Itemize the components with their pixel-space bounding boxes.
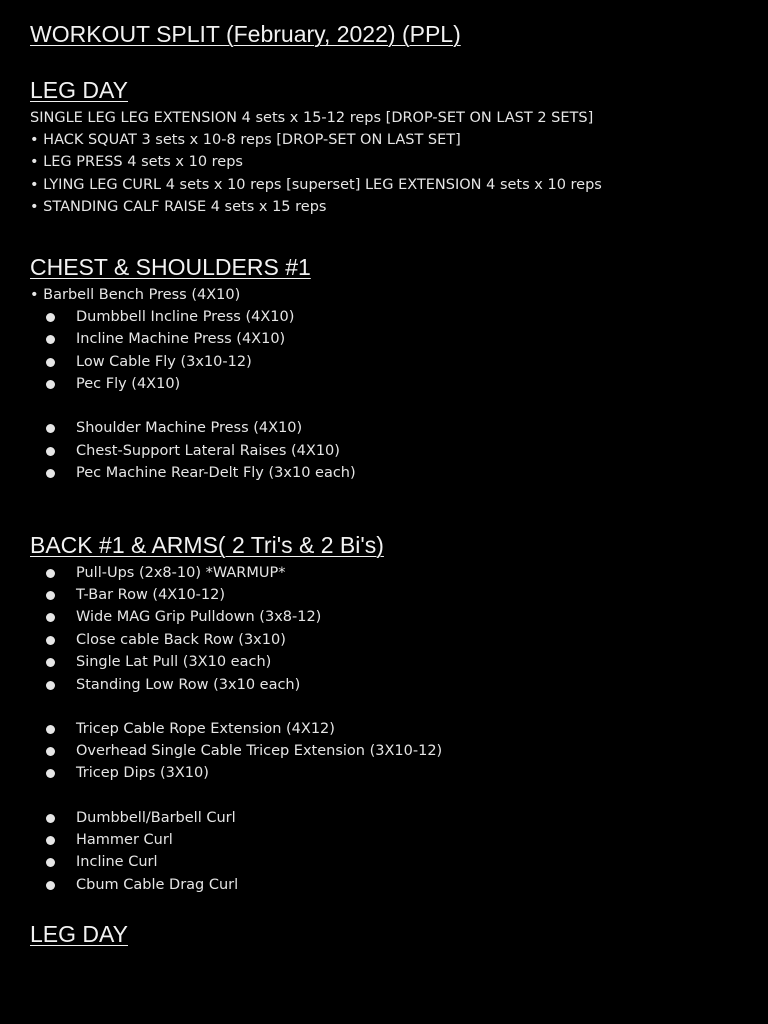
list-item-text: Cbum Cable Drag Curl [76, 877, 239, 893]
bullet-dot-icon [46, 313, 55, 322]
bullet-dot-icon [46, 424, 55, 433]
bullet-dot-icon [46, 591, 55, 600]
section-heading-leg-day: LEG DAY [30, 77, 128, 103]
list-item-text: Shoulder Machine Press (4X10) [76, 420, 303, 436]
bullet-dot-icon [46, 681, 55, 690]
exercise-line: • STANDING CALF RAISE 4 sets x 15 reps [30, 199, 327, 215]
bullet-dot-icon [46, 613, 55, 622]
list-item-text: Close cable Back Row (3x10) [76, 632, 286, 648]
exercise-line: • LYING LEG CURL 4 sets x 10 reps [superset] LEG EXTENSION 4 sets x 10 reps [30, 177, 602, 193]
list-item-text: Low Cable Fly (3x10-12) [76, 354, 252, 370]
list-item-text: Incline Machine Press (4X10) [76, 331, 286, 347]
list-item-text: Incline Curl [76, 854, 158, 870]
bullet-dot-icon [46, 658, 55, 667]
section-heading-back-arms: BACK #1 & ARMS( 2 Tri's & 2 Bi's) [30, 532, 384, 558]
bullet-dot-icon [46, 769, 55, 778]
exercise-line: • HACK SQUAT 3 sets x 10-8 reps [DROP-SET ON LAST SET] [30, 132, 461, 148]
bullet-dot-icon [46, 569, 55, 578]
bullet-dot-icon [46, 636, 55, 645]
list-item-text: Tricep Dips (3X10) [76, 765, 209, 781]
bullet-dot-icon [46, 335, 55, 344]
list-item-text: Pull-Ups (2x8-10) *WARMUP* [76, 565, 286, 581]
bullet-dot-icon [46, 358, 55, 367]
exercise-line: • LEG PRESS 4 sets x 10 reps [30, 154, 243, 170]
list-item-text: Standing Low Row (3x10 each) [76, 677, 301, 693]
list-item-text: Chest-Support Lateral Raises (4X10) [76, 443, 340, 459]
bullet-dot-icon [46, 380, 55, 389]
exercise-line: SINGLE LEG LEG EXTENSION 4 sets x 15-12 reps [DROP-SET ON LAST 2 SETS] [30, 110, 594, 126]
list-item-text: Overhead Single Cable Tricep Extension (3X10-12) [76, 743, 443, 759]
bullet-dot-icon [46, 447, 55, 456]
list-item-text: Dumbbell/Barbell Curl [76, 810, 236, 826]
bullet-dot-icon [46, 469, 55, 478]
bullet-dot-icon [46, 858, 55, 867]
bullet-dot-icon [46, 725, 55, 734]
document-title: WORKOUT SPLIT (February, 2022) (PPL) [30, 21, 461, 47]
list-item-text: Pec Machine Rear-Delt Fly (3x10 each) [76, 465, 356, 481]
section-heading-leg-day-2: LEG DAY [30, 921, 128, 947]
list-item-text: Tricep Cable Rope Extension (4X12) [76, 721, 335, 737]
list-item-text: Dumbbell Incline Press (4X10) [76, 309, 295, 325]
list-item-text: Single Lat Pull (3X10 each) [76, 654, 272, 670]
bullet-dot-icon [46, 747, 55, 756]
bullet-dot-icon [46, 881, 55, 890]
section-heading-chest-shoulders: CHEST & SHOULDERS #1 [30, 254, 311, 280]
bullet-dot-icon [46, 836, 55, 845]
list-item-text: Wide MAG Grip Pulldown (3x8-12) [76, 609, 322, 625]
list-item-text: Hammer Curl [76, 832, 173, 848]
list-item-text: Pec Fly (4X10) [76, 376, 181, 392]
bullet-dot-icon [46, 814, 55, 823]
exercise-line: • Barbell Bench Press (4X10) [30, 287, 241, 303]
list-item-text: T-Bar Row (4X10-12) [76, 587, 226, 603]
